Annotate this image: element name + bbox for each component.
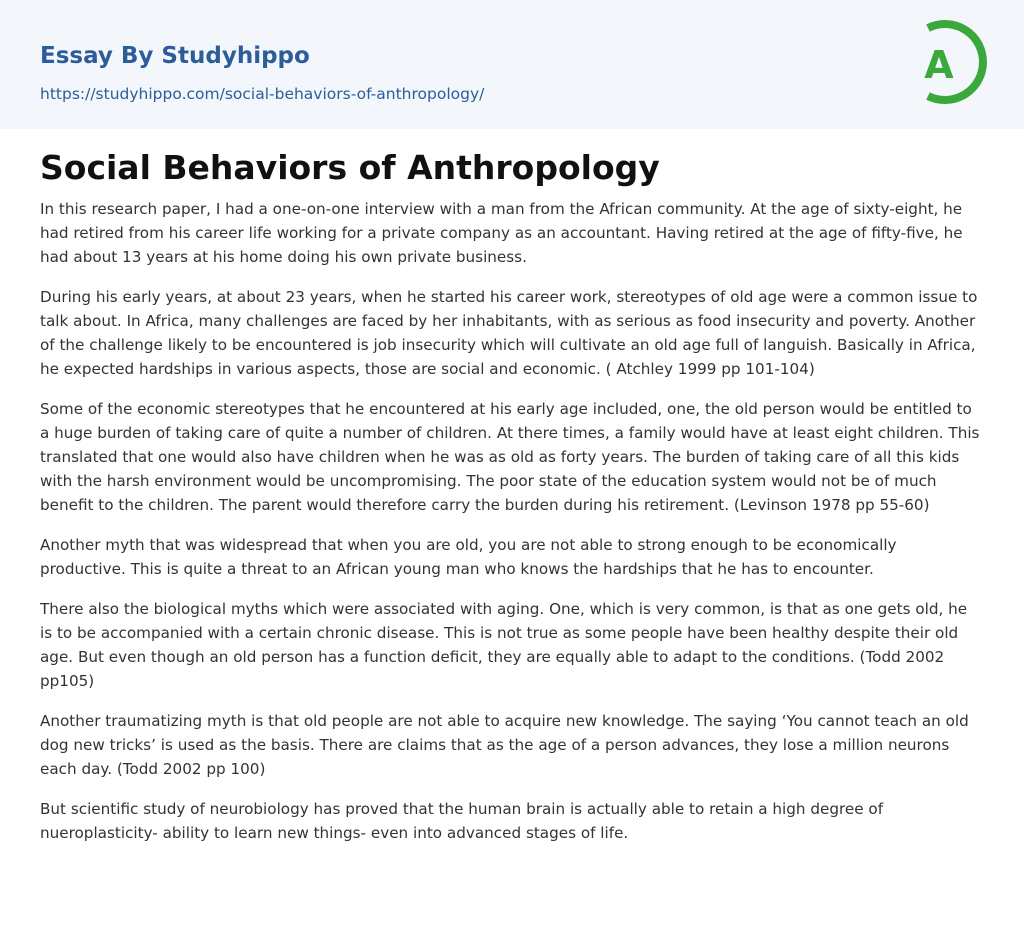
paragraph-2: During his early years, at about 23 years, when he started his career work, stereotypes of old age were a common issue to talk about. In Africa, many challenges are faced by her inhabitants, with as serious as food insecurity and poverty. Another of the challenge likely to be encountered is job insecurity which will cultivate an old age full of languish. Basically in Africa, he expected hardships in various aspects, those are social and economic. ( Atchley 1999 pp 101-104) (40, 288, 978, 378)
site-header (0, 0, 1024, 129)
paragraph-3: Some of the economic stereotypes that he encountered at his early age included, one, the old person would be entitled to a huge burden of taking care of quite a number of children. At there times, a family would have at least eight children. This translated that one would also have children when he was as old as forty years. The burden of taking care of all this kids with the harsh environment would be uncompromising. The poor state of the education system would not be of much benefit to the children. The parent would therefore carry the burden during his retirement. (Levinson 1978 pp 55-60) (40, 400, 980, 514)
essay-url-link[interactable]: https://studyhippo.com/social-behaviors-of-anthropology/ (40, 85, 485, 103)
paragraph-6: Another traumatizing myth is that old people are not able to acquire new knowledge. The saying ‘You cannot teach an old dog new tricks’ is used as the basis. There are claims that as the age of a person advances, they lose a million neurons each day. (Todd 2002 pp 100) (40, 712, 969, 778)
paragraph-1: In this research paper, I had a one-on-one interview with a man from the African community. At the age of sixty-eight, he had retired from his career life working for a private company as an accountant. Having retired at the age of fifty-five, he had about 13 years at his home doing his own private business. (40, 200, 963, 266)
studyhippo-logo-icon[interactable] (908, 16, 992, 108)
essay-content (40, 143, 984, 861)
brand-title[interactable]: Essay By Studyhippo (40, 43, 310, 69)
logo-letter: A (924, 43, 954, 87)
essay-title: Social Behaviors of Anthropology (40, 148, 660, 187)
paragraph-7: But scientific study of neurobiology has proved that the human brain is actually able to retain a high degree of nueroplasticity- ability to learn new things- even into advanced stages of life. (40, 800, 884, 842)
paragraph-5: There also the biological myths which were associated with aging. One, which is very common, is that as one gets old, he is to be accompanied with a certain chronic disease. This is not true as some people have been healthy despite their old age. But even though an old person has a function deficit, they are equally able to adapt to the conditions. (Todd 2002 pp105) (40, 600, 968, 690)
paragraph-4: Another myth that was widespread that when you are old, you are not able to strong enough to be economically productive. This is quite a threat to an African young man who knows the hardships that he has to encounter. (40, 536, 897, 578)
